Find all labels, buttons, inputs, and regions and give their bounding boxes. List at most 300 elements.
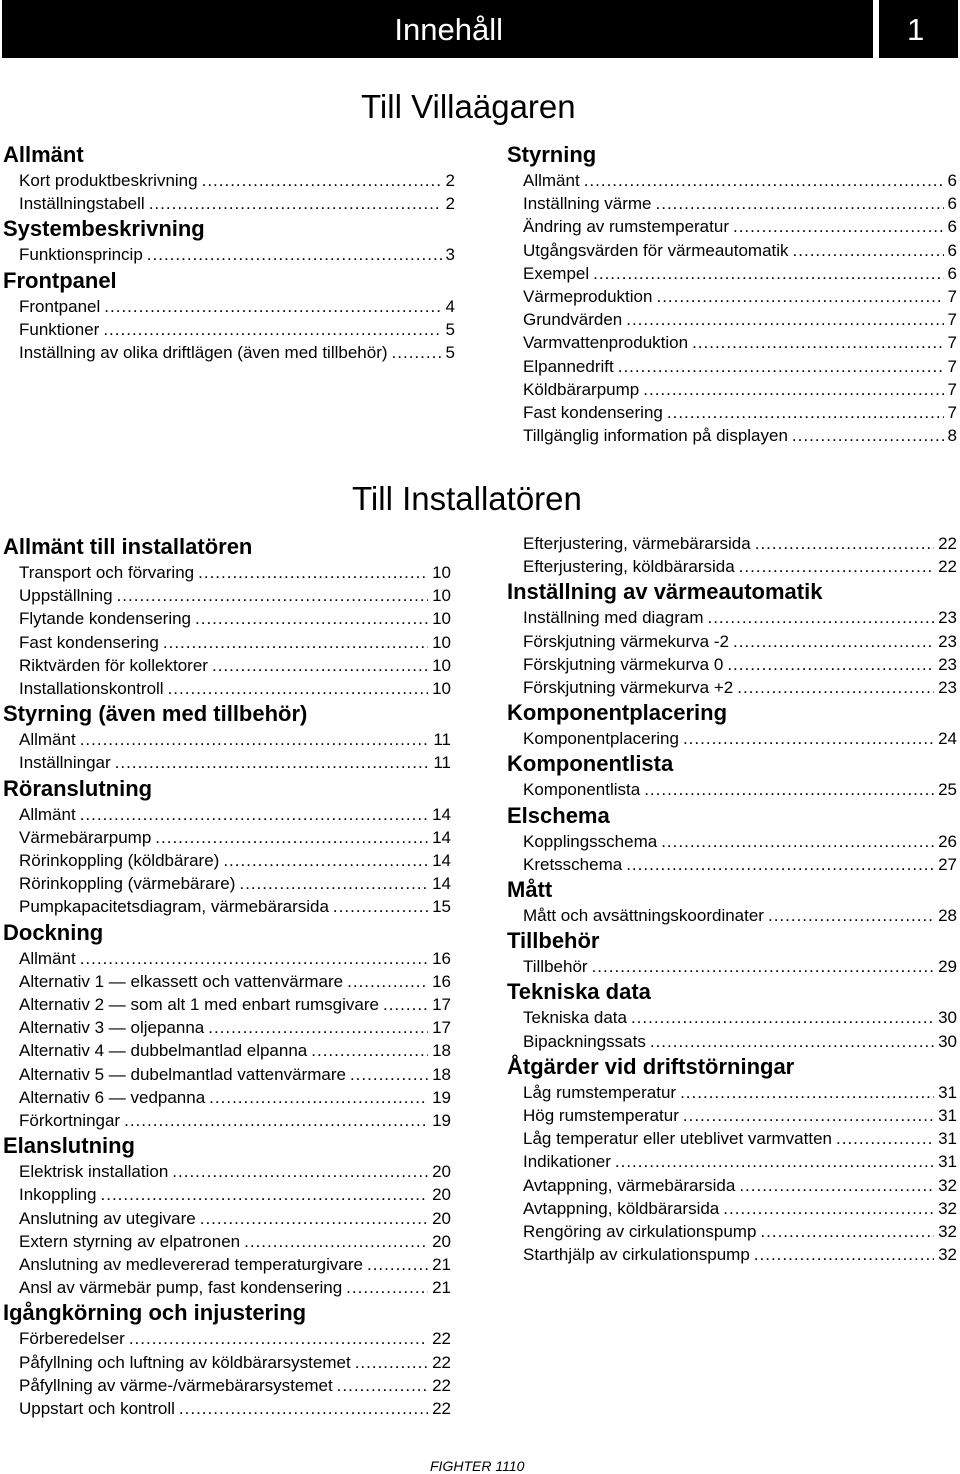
toc-entry-title: Funktionsprincip [19, 245, 143, 265]
toc-entry[interactable] [507, 424, 957, 447]
dot-leader [155, 826, 428, 849]
toc-entry[interactable] [3, 677, 451, 700]
toc-entry-page: 20 [432, 1162, 451, 1182]
toc-heading: Styrning (även med tillbehör) [3, 701, 308, 727]
dot-leader [707, 606, 934, 629]
toc-entry-page: 23 [938, 631, 957, 651]
toc-entry-page: 20 [432, 1208, 451, 1228]
toc-entry-title: Värmeproduktion [523, 287, 653, 307]
toc-entry[interactable] [3, 1276, 451, 1299]
toc-entry-title: Allmänt [19, 730, 76, 750]
toc-entry-page: 7 [947, 356, 957, 376]
toc-entry-page: 10 [432, 632, 451, 652]
toc-entry[interactable] [3, 970, 451, 993]
toc-entry-page: 16 [432, 948, 451, 968]
toc-entry-title: Alternativ 6 — vedpanna [19, 1087, 206, 1107]
toc-entry-page: 6 [947, 194, 957, 214]
toc-entry-title: Anslutning av utegivare [19, 1208, 196, 1228]
toc-entry-page: 5 [445, 343, 455, 363]
toc-entry-title: Efterjustering, köldbärarsida [523, 557, 735, 577]
toc-entry-title: Inställning av olika driftlägen (även med tillbehör) [19, 343, 388, 363]
toc-entry-page: 8 [947, 426, 957, 446]
toc-entry-title: Inställningstabell [19, 194, 145, 214]
toc-heading: Tekniska data [507, 979, 651, 1005]
toc-entry-page: 15 [432, 897, 451, 917]
dot-leader [392, 341, 442, 364]
toc-entry-page: 7 [947, 333, 957, 353]
toc-entry-title: Flytande kondensering [19, 609, 192, 629]
dot-leader [124, 1109, 428, 1132]
dot-leader [80, 803, 428, 826]
toc-entry-title: Anslutning av medlevererad temperaturgivare [19, 1255, 363, 1275]
toc-entry-title: Förkortningar [19, 1111, 121, 1131]
toc-entry-title: Uppställning [19, 586, 113, 606]
toc-entry-title: Fast kondensering [19, 632, 159, 652]
toc-entry[interactable] [3, 1351, 451, 1374]
toc-entry[interactable] [507, 192, 957, 215]
toc-entry[interactable] [3, 295, 455, 318]
toc-entry-title: Alternativ 3 — oljepanna [19, 1018, 205, 1038]
toc-entry-title: Varmvattenproduktion [523, 333, 689, 353]
toc-entry-title: Uppstart och kontroll [19, 1399, 175, 1419]
toc-entry[interactable] [3, 826, 451, 849]
toc-entry-page: 11 [433, 730, 451, 750]
toc-entry[interactable] [507, 630, 957, 653]
toc-heading: Röranslutning [3, 775, 153, 801]
toc-entry-title: Kretsschema [523, 854, 623, 874]
toc-entry-title: Alternativ 1 — elkassett och vattenvärmare [19, 971, 344, 991]
toc-entry-title: Förskjutning värmekurva 0 [523, 654, 724, 674]
dot-leader [618, 355, 944, 378]
toc-entry-page: 22 [938, 557, 957, 577]
toc-entry-page: 21 [432, 1255, 451, 1275]
dot-leader [615, 1150, 934, 1173]
toc-entry[interactable] [3, 654, 451, 677]
toc-entry-page: 22 [432, 1399, 451, 1419]
dot-leader [626, 853, 934, 876]
header-page-number-banner [879, 0, 958, 58]
toc-entry-title: Inställning värme [523, 194, 652, 214]
toc-entry-page: 22 [432, 1375, 451, 1395]
toc-entry-page: 17 [432, 995, 451, 1015]
toc-entry[interactable] [507, 532, 957, 555]
toc-entry-page: 19 [432, 1111, 451, 1131]
dot-leader [202, 169, 442, 192]
dot-leader [223, 849, 428, 872]
toc-entry[interactable] [3, 1086, 451, 1109]
toc-entry-page: 18 [432, 1064, 451, 1084]
toc-entry-title: Riktvärden för kollektorer [19, 655, 208, 675]
toc-entry-page: 6 [947, 240, 957, 260]
toc-entry-page: 6 [947, 171, 957, 190]
dot-leader [626, 308, 943, 331]
toc-heading: Inställning av värmeautomatik [507, 579, 823, 605]
toc-entry[interactable] [507, 1006, 957, 1029]
dot-leader [168, 677, 429, 700]
toc-entry-page: 3 [445, 245, 455, 265]
dot-leader [80, 728, 430, 751]
toc-entry-page: 23 [938, 678, 957, 698]
toc-entry[interactable] [3, 1183, 451, 1206]
toc-entry-title: Tillbehör [523, 957, 588, 977]
dot-leader [311, 1039, 428, 1062]
toc-entry-page: 23 [938, 654, 957, 674]
toc-entry[interactable] [3, 1039, 451, 1062]
toc-entry-title: Allmänt [19, 804, 76, 824]
toc-entry-title: Hög rumstemperatur [523, 1106, 679, 1126]
toc-column-install-right [507, 532, 957, 1266]
toc-entry-page: 28 [938, 906, 957, 926]
toc-entry[interactable] [3, 1374, 451, 1397]
toc-entry[interactable] [3, 849, 451, 872]
part-title-villa: Till Villaägaren [361, 88, 576, 125]
toc-entry[interactable] [507, 830, 957, 853]
toc-entry-page: 30 [938, 1008, 957, 1028]
toc-heading: Allmänt [3, 142, 84, 167]
toc-entry-title: Installationskontroll [19, 679, 164, 699]
toc-entry-title: Köldbärarpump [523, 379, 640, 399]
toc-entry[interactable] [3, 584, 451, 607]
toc-entry-title: Låg rumstemperatur [523, 1082, 677, 1102]
toc-entry[interactable] [507, 606, 957, 629]
toc-entry-title: Exempel [523, 263, 590, 283]
toc-entry-page: 22 [432, 1352, 451, 1372]
toc-entry[interactable] [3, 631, 451, 654]
dot-leader [244, 1230, 428, 1253]
toc-entry[interactable] [3, 803, 451, 826]
toc-entry[interactable] [507, 215, 957, 238]
toc-entry-title: Efterjustering, värmebärarsida [523, 534, 751, 553]
dot-leader [103, 318, 441, 341]
toc-heading: Systembeskrivning [3, 216, 205, 242]
toc-entry-title: Tillgänglig information på displayen [523, 426, 788, 446]
toc-entry-title: Fast kondensering [523, 403, 663, 423]
toc-entry-page: 7 [947, 310, 957, 330]
toc-entry-page: 30 [938, 1031, 957, 1051]
toc-entry-page: 14 [432, 874, 451, 894]
dot-leader [179, 1397, 428, 1420]
toc-entry-page: 14 [432, 851, 451, 871]
dot-leader [209, 1086, 428, 1109]
part-title-install: Till Installatören [352, 480, 582, 517]
toc-entry-title: Inkoppling [19, 1185, 97, 1205]
dot-leader [768, 904, 934, 927]
toc-entry-page: 20 [432, 1231, 451, 1251]
toc-entry[interactable] [507, 355, 957, 378]
toc-entry-title: Kopplingsschema [523, 831, 658, 851]
toc-entry[interactable] [3, 947, 451, 970]
toc-entry[interactable] [3, 751, 451, 774]
toc-entry-title: Starthjälp av cirkulationspump [523, 1245, 750, 1265]
toc-entry-title: Inställningar [19, 753, 111, 773]
toc-entry-title: Påfyllning och luftning av köldbärarsystemet [19, 1352, 351, 1372]
toc-entry-title: Avtappning, värmebärarsida [523, 1175, 736, 1195]
toc-entry-title: Tekniska data [523, 1008, 627, 1028]
toc-heading: Åtgärder vid driftstörningar [507, 1053, 795, 1079]
toc-column-villa-right [507, 141, 957, 447]
toc-entry-title: Elpannedrift [523, 356, 614, 376]
dot-leader [692, 331, 943, 354]
toc-entry[interactable] [507, 239, 957, 262]
toc-entry-page: 11 [433, 753, 451, 773]
dot-leader [163, 631, 428, 654]
toc-entry-title: Rörinkoppling (köldbärare) [19, 851, 220, 871]
toc-entry[interactable] [507, 401, 957, 424]
toc-heading: Styrning [507, 142, 597, 167]
toc-entry-page: 31 [938, 1152, 957, 1172]
toc-entry[interactable] [507, 378, 957, 401]
dot-leader [727, 653, 934, 676]
toc-heading: Tillbehör [507, 928, 600, 954]
toc-entry-title: Inställning med diagram [523, 608, 704, 628]
dot-leader [212, 654, 428, 677]
toc-entry[interactable] [507, 169, 957, 192]
toc-entry-page: 31 [938, 1129, 957, 1149]
dot-leader [208, 1016, 428, 1039]
toc-entry-title: Mått och avsättningskoordinater [523, 906, 764, 926]
toc-entry-title: Påfyllning av värme-/värmebärarsystemet [19, 1375, 333, 1395]
toc-entry[interactable] [507, 1104, 957, 1127]
toc-entry[interactable] [507, 1220, 957, 1243]
toc-heading: Frontpanel [3, 267, 117, 293]
dot-leader [355, 1351, 428, 1374]
toc-entry[interactable] [3, 993, 451, 1016]
toc-heading: Mått [507, 877, 553, 903]
dot-leader [733, 215, 944, 238]
toc-entry-title: Pumpkapacitetsdiagram, värmebärarsida [19, 897, 329, 917]
dot-leader [737, 676, 934, 699]
toc-entry[interactable] [507, 676, 957, 699]
dot-leader [198, 561, 428, 584]
toc-entry-page: 18 [432, 1041, 451, 1061]
dot-leader [149, 192, 442, 215]
dot-leader [101, 1183, 429, 1206]
dot-leader [592, 955, 935, 978]
toc-entry[interactable] [507, 955, 957, 978]
toc-entry[interactable] [3, 341, 455, 364]
toc-entry[interactable] [3, 1253, 451, 1276]
dot-leader [337, 1374, 428, 1397]
toc-entry[interactable] [3, 1160, 451, 1183]
toc-entry-page: 5 [445, 319, 455, 339]
toc-heading: Komponentplacering [507, 700, 728, 726]
toc-entry-page: 31 [938, 1082, 957, 1102]
dot-leader [739, 555, 934, 578]
toc-entry[interactable] [3, 243, 455, 266]
dot-leader [650, 1030, 934, 1053]
toc-entry-page: 22 [938, 534, 957, 553]
toc-entry-title: Förskjutning värmekurva +2 [523, 678, 734, 698]
dot-leader [383, 993, 428, 1016]
toc-entry-title: Extern styrning av elpatronen [19, 1231, 241, 1251]
toc-entry-title: Ansl av värmebär pump, fast kondensering [19, 1278, 343, 1298]
dot-leader [733, 630, 934, 653]
dot-leader [117, 584, 429, 607]
toc-entry-page: 6 [947, 263, 957, 283]
toc-entry-page: 32 [938, 1198, 957, 1218]
toc-entry-page: 22 [432, 1329, 451, 1349]
dot-leader [115, 751, 430, 774]
toc-entry-page: 27 [938, 854, 957, 874]
toc-entry-title: Allmänt [523, 171, 580, 190]
toc-entry-page: 14 [432, 827, 451, 847]
dot-leader [723, 1197, 934, 1220]
toc-heading: Dockning [3, 919, 104, 945]
dot-leader [680, 1081, 934, 1104]
toc-entry[interactable] [3, 169, 455, 192]
dot-leader [147, 243, 442, 266]
toc-entry[interactable] [507, 1174, 957, 1197]
toc-entry[interactable] [3, 192, 455, 215]
toc-entry[interactable] [507, 853, 957, 876]
toc-entry-title: Komponentlista [523, 780, 641, 800]
dot-leader [333, 895, 428, 918]
toc-entry-page: 2 [445, 171, 455, 190]
toc-entry[interactable] [507, 1197, 957, 1220]
toc-entry-page: 7 [947, 403, 957, 423]
toc-entry-title: Utgångsvärden för värmeautomatik [523, 240, 789, 260]
toc-entry-title: Avtappning, köldbärarsida [523, 1198, 720, 1218]
toc-entry-page: 19 [432, 1087, 451, 1107]
toc-column-villa-left [3, 141, 455, 364]
toc-entry[interactable] [507, 1127, 957, 1150]
dot-leader [584, 169, 944, 192]
toc-entry[interactable] [3, 895, 451, 918]
dot-leader [643, 378, 943, 401]
toc-entry-title: Indikationer [523, 1152, 611, 1172]
toc-entry[interactable] [507, 1150, 957, 1173]
toc-entry-page: 4 [445, 296, 455, 316]
toc-entry[interactable] [507, 555, 957, 578]
toc-entry[interactable] [3, 1397, 451, 1420]
toc-entry[interactable] [507, 308, 957, 331]
dot-leader [754, 1243, 934, 1266]
toc-entry-page: 32 [938, 1175, 957, 1195]
dot-leader [755, 532, 934, 555]
toc-entry[interactable] [507, 904, 957, 927]
dot-leader [129, 1327, 428, 1350]
dot-leader [347, 970, 428, 993]
dot-leader [593, 262, 943, 285]
toc-entry-page: 10 [432, 586, 451, 606]
toc-entry-title: Förberedelser [19, 1329, 125, 1349]
toc-column-install-left [3, 533, 451, 1420]
toc-entry-page: 7 [947, 379, 957, 399]
toc-entry-page: 10 [432, 609, 451, 629]
toc-entry[interactable] [3, 1109, 451, 1132]
toc-entry[interactable] [3, 607, 451, 630]
toc-entry[interactable] [507, 653, 957, 676]
toc-entry-title: Transport och förvaring [19, 563, 195, 582]
page-title: Innehåll [394, 12, 503, 47]
toc-entry[interactable] [3, 872, 451, 895]
dot-leader [172, 1160, 428, 1183]
dot-leader [739, 1174, 934, 1197]
toc-entry[interactable] [3, 1063, 451, 1086]
toc-entry-title: Alternativ 4 — dubbelmantlad elpanna [19, 1041, 308, 1061]
toc-entry[interactable] [3, 318, 455, 341]
toc-entry-page: 32 [938, 1245, 957, 1265]
toc-entry-page: 6 [947, 217, 957, 237]
toc-heading: Elschema [507, 802, 610, 828]
toc-entry[interactable] [3, 1230, 451, 1253]
toc-entry-title: Elektrisk installation [19, 1162, 169, 1182]
toc-entry-page: 23 [938, 608, 957, 628]
dot-leader [836, 1127, 934, 1150]
toc-entry-page: 10 [432, 679, 451, 699]
toc-entry-page: 10 [432, 563, 451, 582]
toc-entry-page: 7 [947, 287, 957, 307]
dot-leader [200, 1207, 428, 1230]
toc-entry-title: Grundvärden [523, 310, 623, 330]
dot-leader [656, 192, 944, 215]
toc-entry[interactable] [3, 1207, 451, 1230]
toc-entry[interactable] [507, 1243, 957, 1266]
toc-entry-title: Bipackningssats [523, 1031, 646, 1051]
dot-leader [683, 727, 934, 750]
toc-entry-page: 32 [938, 1222, 957, 1242]
dot-leader [631, 1006, 934, 1029]
toc-entry-title: Funktioner [19, 319, 100, 339]
header-title-banner [2, 0, 873, 58]
toc-entry[interactable] [3, 1327, 451, 1350]
toc-entry[interactable] [507, 1081, 957, 1104]
dot-leader [239, 872, 428, 895]
dot-leader [661, 830, 934, 853]
dot-leader [667, 401, 944, 424]
toc-entry-title: Allmänt [19, 948, 76, 968]
toc-entry[interactable] [3, 1016, 451, 1039]
dot-leader [683, 1104, 934, 1127]
toc-entry-page: 25 [938, 780, 957, 800]
toc-entry-page: 17 [432, 1018, 451, 1038]
toc-entry-page: 20 [432, 1185, 451, 1205]
toc-entry-title: Förskjutning värmekurva -2 [523, 631, 729, 651]
toc-entry[interactable] [507, 727, 957, 750]
toc-entry-title: Rörinkoppling (värmebärare) [19, 874, 236, 894]
toc-entry-title: Rengöring av cirkulationspump [523, 1222, 757, 1242]
toc-entry-title: Kort produktbeskrivning [19, 171, 198, 190]
toc-entry-title: Alternativ 5 — dubelmantlad vattenvärmare [19, 1064, 346, 1084]
dot-leader [644, 778, 934, 801]
toc-entry[interactable] [507, 331, 957, 354]
toc-entry-title: Komponentplacering [523, 729, 679, 749]
toc-entry[interactable] [507, 1030, 957, 1053]
toc-entry-title: Frontpanel [19, 296, 101, 316]
toc-entry[interactable] [507, 285, 957, 308]
dot-leader [760, 1220, 934, 1243]
dot-leader [656, 285, 943, 308]
dot-leader [793, 239, 944, 262]
toc-heading: Elanslutning [3, 1133, 135, 1159]
dot-leader [792, 424, 944, 447]
toc-entry-page: 10 [432, 655, 451, 675]
footer-product-name: FIGHTER 1110 [430, 1458, 525, 1474]
toc-heading: Allmänt till installatören [3, 534, 253, 559]
toc-entry[interactable] [507, 778, 957, 801]
page-number: 1 [907, 12, 925, 47]
dot-leader [80, 947, 428, 970]
toc-entry[interactable] [3, 728, 451, 751]
toc-entry-title: Värmebärarpump [19, 827, 152, 847]
toc-entry-page: 31 [938, 1106, 957, 1126]
dot-leader [346, 1276, 428, 1299]
toc-entry-page: 16 [432, 971, 451, 991]
toc-entry[interactable] [507, 262, 957, 285]
toc-entry-page: 14 [432, 804, 451, 824]
toc-entry[interactable] [3, 561, 451, 584]
toc-entry-title: Alternativ 2 — som alt 1 med enbart rumsgivare [19, 995, 379, 1015]
